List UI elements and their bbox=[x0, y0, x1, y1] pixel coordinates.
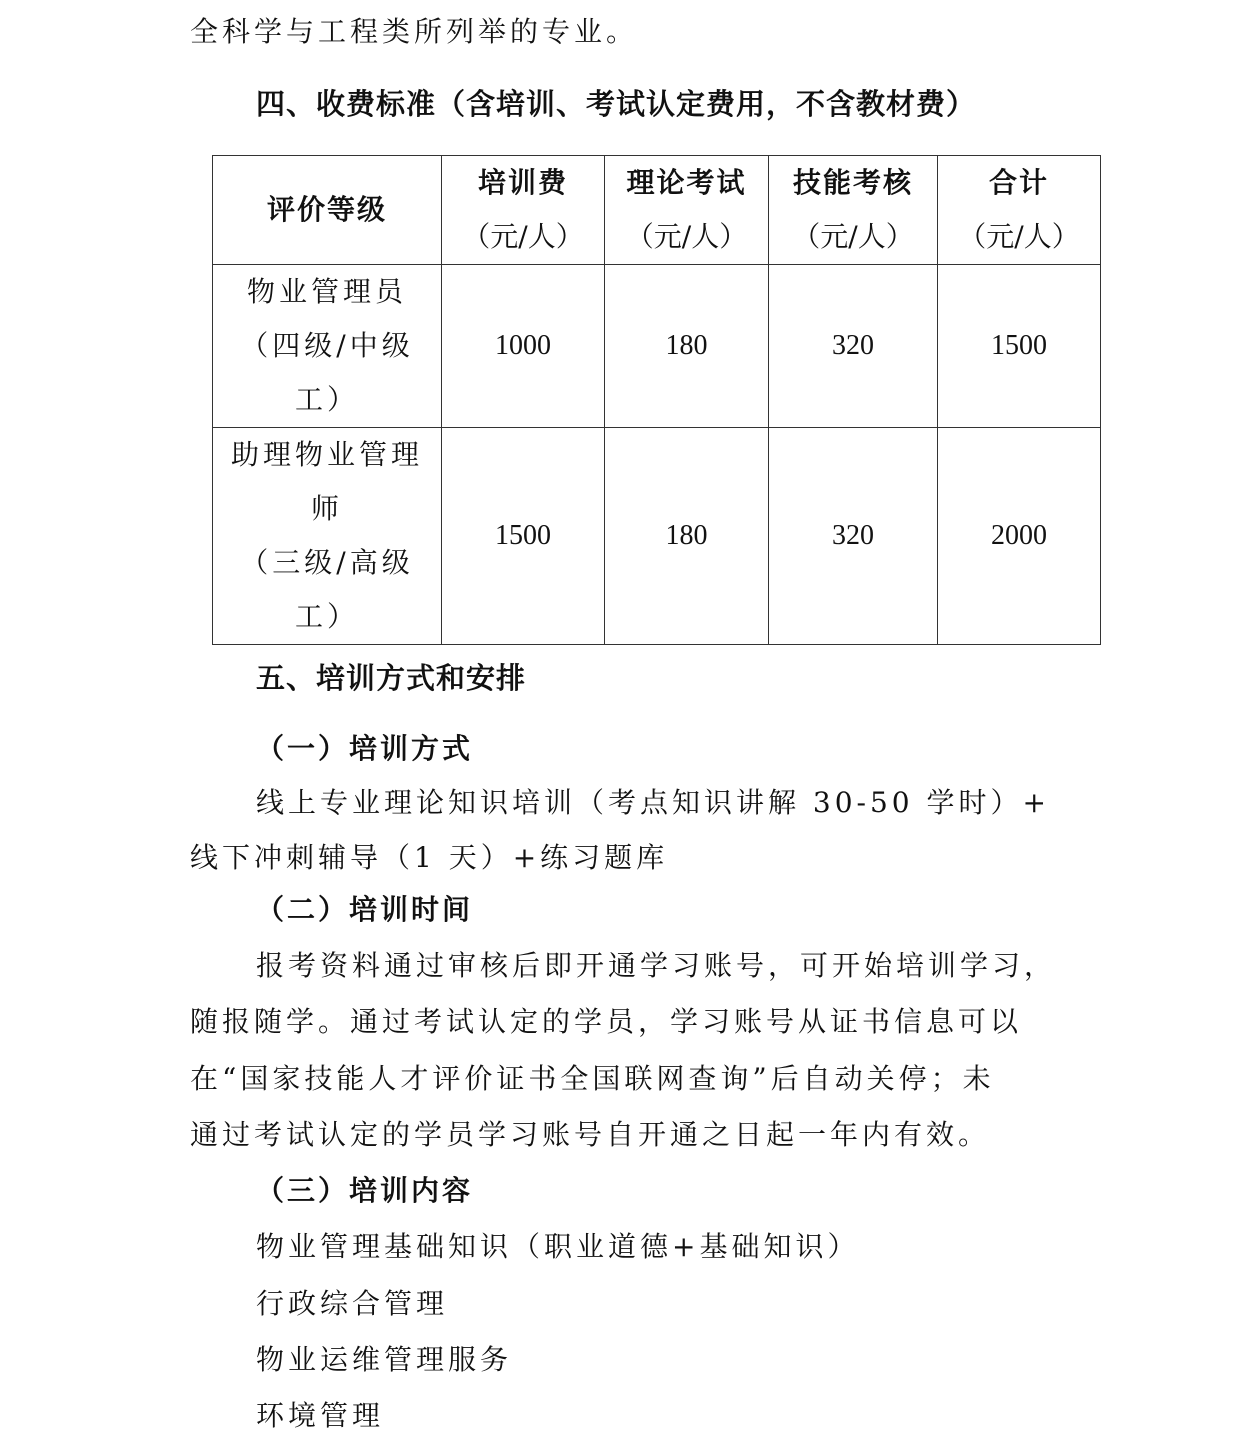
sub2-line: 报考资料通过审核后即开通学习账号，可开始培训学习， bbox=[256, 949, 1057, 982]
fee-table bbox=[212, 155, 1101, 645]
sub3-title: （三）培训内容 bbox=[256, 1174, 474, 1207]
theory-exam-cell: 180 bbox=[605, 265, 769, 428]
sub2-line: 通过考试认定的学员学习账号自开通之日起一年内有效。 bbox=[190, 1118, 991, 1151]
intro-tail-text: 全科学与工程类所列举的专业。 bbox=[190, 15, 639, 48]
grade-cell bbox=[213, 428, 442, 645]
sub3-item: 环境管理 bbox=[256, 1399, 385, 1432]
header-skill-assessment bbox=[769, 156, 938, 265]
fee-table-header-row bbox=[213, 156, 1101, 265]
sub2-title: （二）培训时间 bbox=[256, 893, 474, 926]
header-unit: （元/人） bbox=[625, 220, 748, 253]
skill-assessment-cell: 320 bbox=[769, 265, 938, 428]
sub2-line: 在“国家技能人才评价证书全国联网查询”后自动关停；未 bbox=[190, 1062, 995, 1095]
sub3-item: 物业运维管理服务 bbox=[256, 1343, 513, 1376]
sub3-item: 行政综合管理 bbox=[256, 1287, 449, 1320]
header-grade-label: 评价等级 bbox=[266, 193, 387, 226]
total-cell: 1500 bbox=[938, 265, 1101, 428]
grade-line: 工） bbox=[294, 383, 359, 416]
header-unit: （元/人） bbox=[462, 220, 584, 253]
header-training-fee bbox=[442, 156, 605, 265]
training-fee-cell: 1000 bbox=[442, 265, 605, 428]
grade-cell bbox=[213, 265, 442, 428]
sub2-line: 随报随学。通过考试认定的学员，学习账号从证书信息可以 bbox=[190, 1005, 1023, 1038]
section5-title: 五、培训方式和安排 bbox=[256, 661, 527, 695]
theory-exam-cell: 180 bbox=[605, 428, 769, 645]
total-cell: 2000 bbox=[938, 428, 1101, 645]
sub1-line: 线下冲刺辅导（1 天）+练习题库 bbox=[190, 841, 669, 874]
grade-line: 物业管理员 bbox=[246, 275, 407, 308]
header-skill-assessment-label: 技能考核 bbox=[792, 166, 913, 199]
grade-line: 师 bbox=[310, 492, 343, 525]
header-theory-exam-label: 理论考试 bbox=[626, 166, 747, 199]
header-unit: （元/人） bbox=[958, 220, 1080, 253]
header-theory-exam bbox=[605, 156, 769, 265]
header-total-label: 合计 bbox=[988, 166, 1049, 199]
header-unit: （元/人） bbox=[792, 220, 914, 253]
sub3-item: 物业管理基础知识（职业道德+基础知识） bbox=[256, 1230, 860, 1263]
training-fee-cell: 1500 bbox=[442, 428, 605, 645]
sub1-title: （一）培训方式 bbox=[256, 732, 474, 765]
header-training-fee-label: 培训费 bbox=[477, 166, 568, 199]
header-grade bbox=[213, 156, 442, 265]
table-row bbox=[213, 265, 1101, 428]
grade-line: （四级/中级 bbox=[240, 329, 414, 362]
table-row bbox=[213, 428, 1101, 645]
grade-line: 工） bbox=[294, 600, 359, 633]
header-total bbox=[938, 156, 1101, 265]
section4-title: 四、收费标准（含培训、考试认定费用，不含教材费） bbox=[256, 87, 977, 121]
grade-line: （三级/高级 bbox=[240, 546, 414, 579]
grade-line: 助理物业管理 bbox=[230, 438, 423, 471]
skill-assessment-cell: 320 bbox=[769, 428, 938, 645]
sub1-line: 线上专业理论知识培训（考点知识讲解 30-50 学时）+ bbox=[256, 786, 1050, 819]
